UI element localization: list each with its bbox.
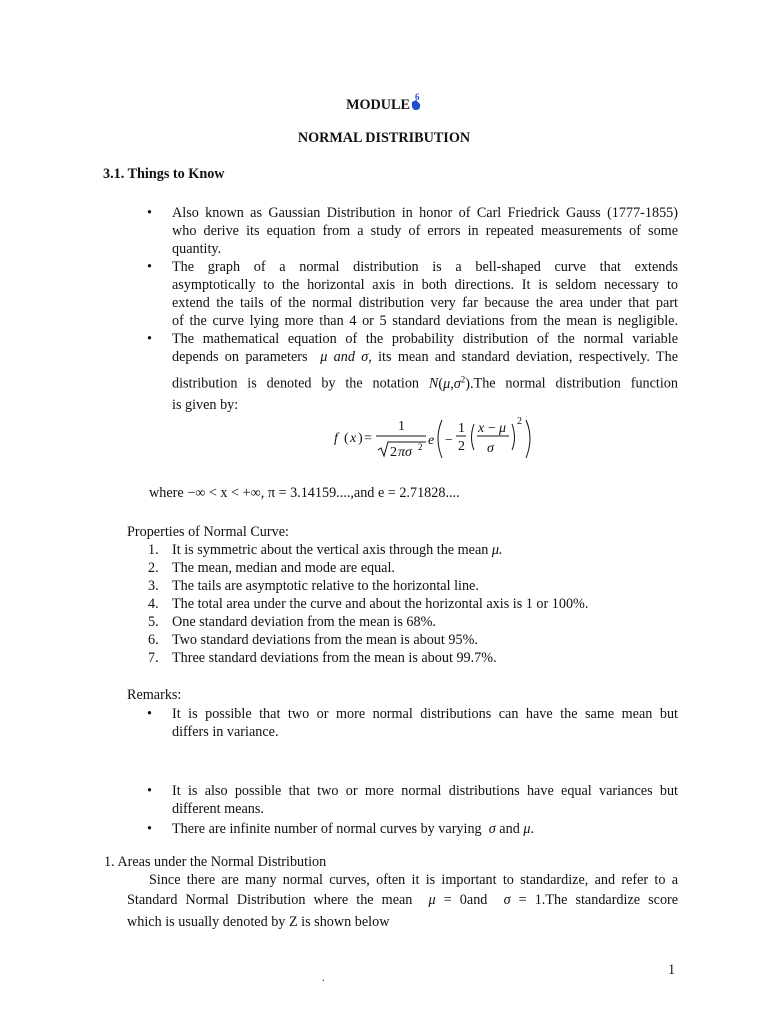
- bullet-item: [147, 782, 678, 818]
- math-notation: N: [428, 375, 439, 392]
- bullet-item: • There are infinite number of normal curves by varying σ and μ.: [147, 821, 535, 837]
- math-notation-args: $(\mu,\sigma^2)$.: [438, 374, 474, 392]
- property-item: [148, 559, 692, 577]
- areas-paragraph: [127, 871, 678, 931]
- property-number: 2.: [148, 560, 159, 576]
- page-number: 1: [668, 962, 676, 978]
- property-item: [148, 649, 692, 667]
- text-fragment: The normal distribution function: [473, 375, 678, 392]
- bullet-item: [147, 705, 678, 741]
- formula-where-clause: where −∞ < x < +∞, π = 3.14159....,and e = 2.71828....: [149, 485, 460, 501]
- math-mu: μ: [523, 821, 531, 837]
- text-line: Since there are many normal curves, often it is important to standardize, and refer to a: [149, 872, 678, 888]
- text-line: which is usually denoted by Z is shown below: [127, 914, 390, 930]
- remarks-title: Remarks:: [127, 687, 182, 703]
- property-item: [148, 631, 692, 649]
- property-text: Two standard deviations from the mean is about 95%.: [172, 632, 478, 648]
- svg-text:1: 1: [398, 419, 405, 434]
- bullet-icon: •: [147, 706, 152, 722]
- svg-text:σ: σ: [487, 441, 494, 456]
- bullet-icon: •: [147, 331, 152, 347]
- text-line: extend the tails of the normal distribution very far because the area under that part: [172, 295, 678, 311]
- text-line: who derive its equation from a study of errors in repeated measurements of some: [172, 223, 678, 239]
- normal-pdf-formula: [334, 414, 554, 466]
- property-item: [148, 577, 692, 595]
- property-number: 1.: [148, 542, 159, 558]
- bullet-icon: •: [147, 205, 152, 221]
- svg-text:2: 2: [517, 416, 522, 427]
- text-fragment: The standardize score: [545, 892, 679, 908]
- bullet-item: [147, 258, 678, 330]
- svg-text:2: 2: [418, 442, 423, 452]
- text-line: [172, 348, 678, 366]
- module-number-logo-icon: [410, 92, 422, 117]
- bullet-item: [147, 204, 678, 258]
- property-text: One standard deviation from the mean is 68%.: [172, 614, 436, 630]
- property-item: [148, 595, 692, 613]
- property-text: The total area under the curve and about the horizontal axis is 1 or 100%.: [172, 596, 589, 612]
- text-line: [172, 370, 678, 393]
- property-number: 6.: [148, 632, 159, 648]
- remarks-list: [147, 705, 678, 838]
- svg-text:−: −: [488, 421, 496, 436]
- text-line: It is possible that two or more normal distributions can have the same mean but: [172, 706, 678, 722]
- text-fragment: distribution is denoted by the notation: [172, 375, 420, 392]
- text-fragment: There are infinite number of normal curves by varying: [172, 821, 482, 837]
- properties-list: [148, 541, 692, 667]
- text-fragment: Standard Normal Distribution where the mean: [127, 892, 413, 908]
- svg-text:μ: μ: [499, 421, 507, 436]
- property-number: 7.: [148, 650, 159, 666]
- text-line: of the curve lying more than 4 or 5 standard deviations from the mean is negligible.: [172, 313, 678, 329]
- property-item: [148, 541, 692, 559]
- text-line: quantity.: [172, 241, 222, 257]
- section-heading: 3.1. Things to Know: [103, 166, 225, 182]
- text-fragment: depends on parameters: [172, 349, 308, 365]
- properties-title: Properties of Normal Curve:: [127, 524, 289, 540]
- svg-text:f: f: [334, 431, 338, 446]
- property-number: 4.: [148, 596, 159, 612]
- math-sigma-mu: σ: [485, 821, 496, 837]
- page-subtitle: NORMAL DISTRIBUTION: [297, 130, 471, 146]
- math-mu-sigma: μ and σ: [313, 349, 369, 365]
- property-number: 5.: [148, 614, 159, 630]
- text-fragment: , its mean and standard deviation, respectively. The: [368, 349, 678, 365]
- svg-text:−: −: [445, 433, 453, 448]
- property-number: 3.: [148, 578, 159, 594]
- footer-mark: .: [322, 973, 325, 984]
- property-item: [148, 613, 692, 631]
- svg-text:2: 2: [390, 445, 397, 460]
- bullet-icon: •: [147, 783, 152, 799]
- property-text: It is symmetric about the vertical axis through the mean: [172, 542, 489, 558]
- svg-text:x: x: [350, 431, 357, 446]
- text-line: The mathematical equation of the probability distribution of the normal variable: [172, 331, 678, 347]
- property-text: Three standard deviations from the mean is about 99.7%.: [172, 650, 497, 666]
- property-text: The mean, median and mode are equal.: [172, 560, 395, 576]
- svg-text:2: 2: [458, 439, 465, 454]
- svg-text:=: =: [364, 431, 372, 446]
- text-fragment: and: [466, 892, 488, 908]
- svg-text:1: 1: [458, 421, 465, 436]
- text-line: different means.: [172, 801, 264, 817]
- bullet-item: [147, 330, 678, 414]
- text-line: It is also possible that two or more normal distributions have equal variances but: [172, 783, 678, 799]
- text-line: Also known as Gaussian Distribution in honor of Carl Friedrick Gauss (1777-1855): [172, 205, 678, 221]
- bullet-icon: •: [147, 821, 152, 837]
- text-line: [127, 891, 678, 909]
- module-number: 6: [414, 92, 420, 102]
- svg-text:e: e: [428, 433, 435, 448]
- math-mu-zero: μ = 0: [428, 892, 467, 908]
- text-line: differs in variance.: [172, 724, 279, 740]
- module-title: [0, 92, 768, 117]
- math-mu: μ.: [488, 542, 503, 558]
- module-title-text: MODULE: [346, 97, 410, 113]
- text-line: asymptotically to the horizontal axis in both directions. It is seldom necessary to: [172, 277, 678, 293]
- areas-heading: 1. Areas under the Normal Distribution: [104, 854, 327, 870]
- svg-text:): ): [358, 431, 363, 446]
- bullet-icon: •: [147, 259, 152, 275]
- math-sigma-one: σ = 1.: [503, 892, 546, 908]
- text-line: is given by:: [172, 396, 239, 413]
- things-to-know-list: [147, 204, 678, 414]
- svg-text:(: (: [344, 431, 349, 446]
- text-line: The graph of a normal distribution is a bell-shaped curve that extends: [172, 259, 678, 275]
- svg-text:x: x: [478, 421, 485, 436]
- svg-text:πσ: πσ: [398, 445, 412, 460]
- property-text: The tails are asymptotic relative to the horizontal line.: [172, 578, 479, 594]
